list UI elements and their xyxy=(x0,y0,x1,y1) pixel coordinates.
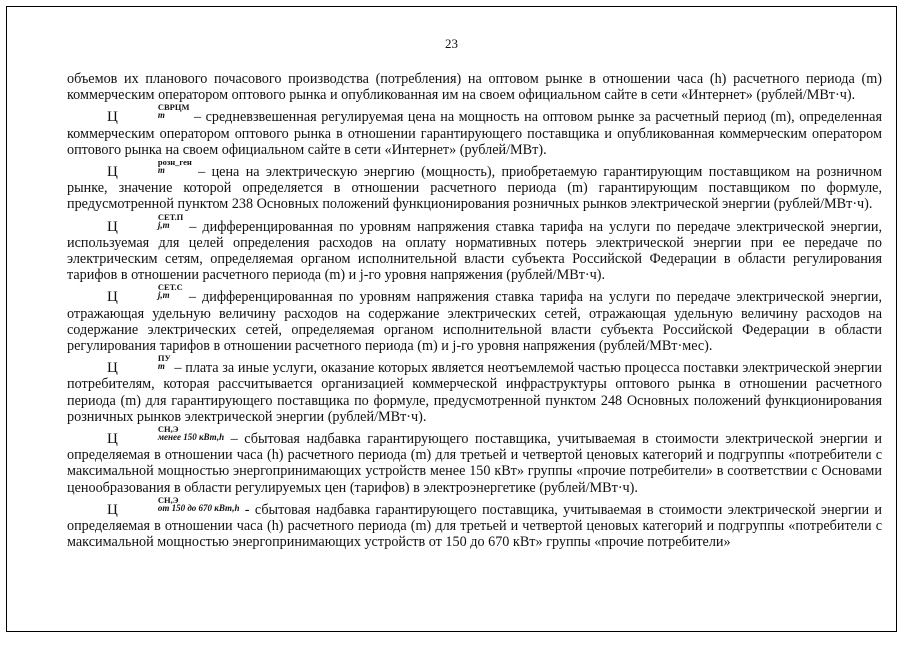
page-number: 23 xyxy=(445,36,458,51)
intro-paragraph: объемов их планового почасового производства (потребления) на оптовом рынке в отношении часа (h) расчетного периода (m) коммерческим оператором оптового рынка и опубликованная им на своем официальном сайте в сети «Интернет» (рублей/МВт·ч). xyxy=(67,71,882,104)
text-body xyxy=(67,71,882,550)
definition-text: – плата за иные услуги, оказание которых является неотъемлемой частью процесса поставки электрической энергии потребителям, которая рассчитывается организацией коммерческой инфраструктуры оптового рынка в отношении расчетного периода (m) для гарантирующего поставщика по формуле, предусмотренной пунктом 248 Основных положений функционирования розничных рынков электрической энергии (рублей/МВт·ч). xyxy=(67,360,882,425)
definition-text: – цена на электрическую энергию (мощность), приобретаемую гарантирующим поставщиком на розничном рынке, значение которой определяется в отношении расчетного периода (m) гарантирующим поставщиком по формуле, предусмотренной пунктом 238 Основных положений функционирования розничных рынков электрической энергии (рублей/МВт·ч). xyxy=(67,164,882,213)
definition-paragraph xyxy=(67,213,882,284)
price-symbol: Ц СН,Э от 150 до 670 кВт,h xyxy=(107,494,240,518)
definition-paragraph xyxy=(67,103,882,158)
definition-text: - сбытовая надбавка гарантирующего поставщика, учитываемая в стоимости электрической энергии и определяемая в отношении часа (h) расчетного периода (m) для третьей и четвертой ценовых категорий и подгруппы «потребители с максимальной мощностью энергопринимающих устройств от 150 до 670 кВт» группы «прочие потребители» xyxy=(67,501,882,551)
definition-text: – средневзвешенная регулируемая цена на мощность на оптовом рынке за расчетный период (m), определенная коммерческим оператором оптового рынка в отношении гарантирующего поставщика и опубликованная коммерческим оператором оптового рынка на своем официальном сайте в сети «Интернет» (рублей/МВт). xyxy=(67,109,882,158)
price-symbol: Ц СЕТ.П j,m xyxy=(107,211,184,235)
definition-paragraph xyxy=(67,425,882,496)
definition-text: – сбытовая надбавка гарантирующего поставщика, учитываемая в стоимости электрической энергии и определяемая в отношении часа (h) расчетного периода (m) для третьей и четвертой ценовых категорий и подгруппы «потребители с максимальной мощностью энергопринимающих устройств менее 150 кВт» группы «прочие потребители» в соответствии с Основами ценообразования в области регулируемых цен (тарифов) в электроэнергетике (рублей/МВт·ч). xyxy=(67,431,882,496)
definition-paragraph xyxy=(67,158,882,213)
definition-text: – дифференцированная по уровням напряжения ставка тарифа на услуги по передаче электрической энергии, используемая для целей определения расходов на оплату нормативных потерь электрической энергии при ее передаче по электрическим сетям, определяемая органом исполнительной власти субъекта Российской Федерации в области регулирования тарифов в отношении расчетного периода (m) и j-го уровня напряжения (рублей/МВт·ч). xyxy=(67,218,882,284)
definition-paragraph xyxy=(67,354,882,425)
price-symbol: Ц СН,Э менее 150 кВт,h xyxy=(107,424,225,448)
definition-paragraph xyxy=(67,283,882,354)
price-symbol: Ц СВРЦМ m xyxy=(107,102,190,126)
price-symbol: Ц ПУ m xyxy=(107,353,171,377)
price-symbol: Ц СЕТ.С j,m xyxy=(107,282,183,306)
document-page xyxy=(6,6,897,632)
definition-paragraph xyxy=(67,496,882,551)
definition-text: – дифференцированная по уровням напряжения ставка тарифа на услуги по передаче электрической энергии, отражающая удельную величину расходов на содержание электрических сетей, отражающая удельную величину расходов на содержание электрических сетей, определяемая органом исполнительной власти субъекта Российской Федерации в области регулирования тарифов в отношении расчетного периода (m) и j-го уровня напряжения (рублей/МВт·мес). xyxy=(67,289,882,355)
price-symbol: Ц розн_ген m xyxy=(107,157,192,181)
